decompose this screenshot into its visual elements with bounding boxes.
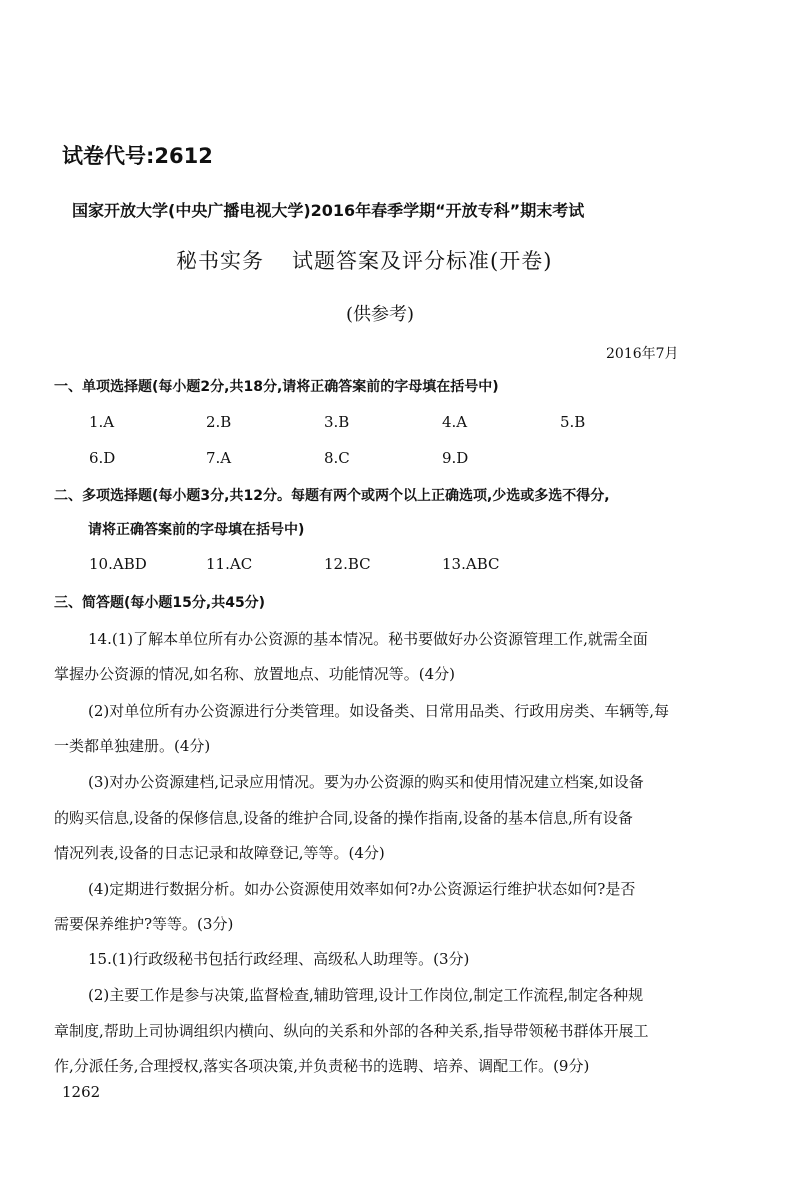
answer-item: 3.B bbox=[324, 413, 350, 431]
answer-paragraph-line: 14.(1)了解本单位所有办公资源的基本情况。秘书要做好办公资源管理工作,就需全面 bbox=[88, 630, 648, 648]
answer-item: 6.D bbox=[89, 449, 116, 467]
answer-paragraph-line: 15.(1)行政级秘书包括行政经理、高级私人助理等。(3分) bbox=[88, 950, 470, 968]
answer-paragraph-line: (2)对单位所有办公资源进行分类管理。如设备类、日常用品类、行政用房类、车辆等,每 bbox=[88, 702, 670, 720]
reference-note: (供参考) bbox=[346, 304, 415, 325]
answer-item: 9.D bbox=[442, 449, 469, 467]
section1-heading: 一、单项选择题(每小题2分,共18分,请将正确答案前的字母填在括号中) bbox=[54, 379, 499, 395]
answer-item: 13.ABC bbox=[442, 555, 500, 573]
title-subtitle: 试题答案及评分标准(开卷) bbox=[292, 249, 553, 273]
document-date: 2016年7月 bbox=[606, 346, 679, 362]
exam-header: 国家开放大学(中央广播电视大学)2016年春季学期“开放专科”期末考试 bbox=[72, 201, 585, 220]
answer-item: 11.AC bbox=[206, 555, 253, 573]
section2-heading-continued: 请将正确答案前的字母填在括号中) bbox=[88, 522, 305, 538]
answer-item: 12.BC bbox=[324, 555, 371, 573]
answer-paragraph-line: (4)定期进行数据分析。如办公资源使用效率如何?办公资源运行维护状态如何?是否 bbox=[88, 880, 636, 898]
answer-paragraph-line: (3)对办公资源建档,记录应用情况。要为办公资源的购买和使用情况建立档案,如设备 bbox=[88, 773, 644, 791]
answer-item: 1.A bbox=[89, 413, 115, 431]
answer-item: 8.C bbox=[324, 449, 350, 467]
answer-paragraph-line: 章制度,帮助上司协调组织内横向、纵向的关系和外部的各种关系,指导带领秘书群体开展工 bbox=[54, 1022, 649, 1040]
answer-paragraph-line: 情况列表,设备的日志记录和故障登记,等等。(4分) bbox=[54, 844, 385, 862]
paper-code: 试卷代号:2612 bbox=[62, 144, 213, 168]
course-name: 秘书实务 bbox=[176, 249, 264, 273]
section3-heading: 三、简答题(每小题15分,共45分) bbox=[54, 595, 266, 611]
document-title bbox=[176, 245, 552, 275]
answer-paragraph-line: 一类都单独建册。(4分) bbox=[54, 737, 211, 755]
answer-paragraph-line: 掌握办公资源的情况,如名称、放置地点、功能情况等。(4分) bbox=[54, 665, 456, 683]
answer-paragraph-line: (2)主要工作是参与决策,监督检查,辅助管理,设计工作岗位,制定工作流程,制定各种规 bbox=[88, 986, 644, 1004]
answer-paragraph-line: 的购买信息,设备的保修信息,设备的维护合同,设备的操作指南,设备的基本信息,所有设备 bbox=[54, 809, 633, 827]
answer-item: 7.A bbox=[206, 449, 232, 467]
answer-item: 4.A bbox=[442, 413, 468, 431]
section2-heading: 二、多项选择题(每小题3分,共12分。每题有两个或两个以上正确选项,少选或多选不得分, bbox=[54, 488, 610, 504]
answer-paragraph-line: 需要保养维护?等等。(3分) bbox=[54, 915, 234, 933]
answer-item: 5.B bbox=[560, 413, 586, 431]
answer-paragraph-line: 作,分派任务,合理授权,落实各项决策,并负责秘书的选聘、培养、调配工作。(9分) bbox=[54, 1057, 590, 1075]
page-number: 1262 bbox=[62, 1083, 101, 1101]
answer-item: 10.ABD bbox=[89, 555, 147, 573]
answer-item: 2.B bbox=[206, 413, 232, 431]
